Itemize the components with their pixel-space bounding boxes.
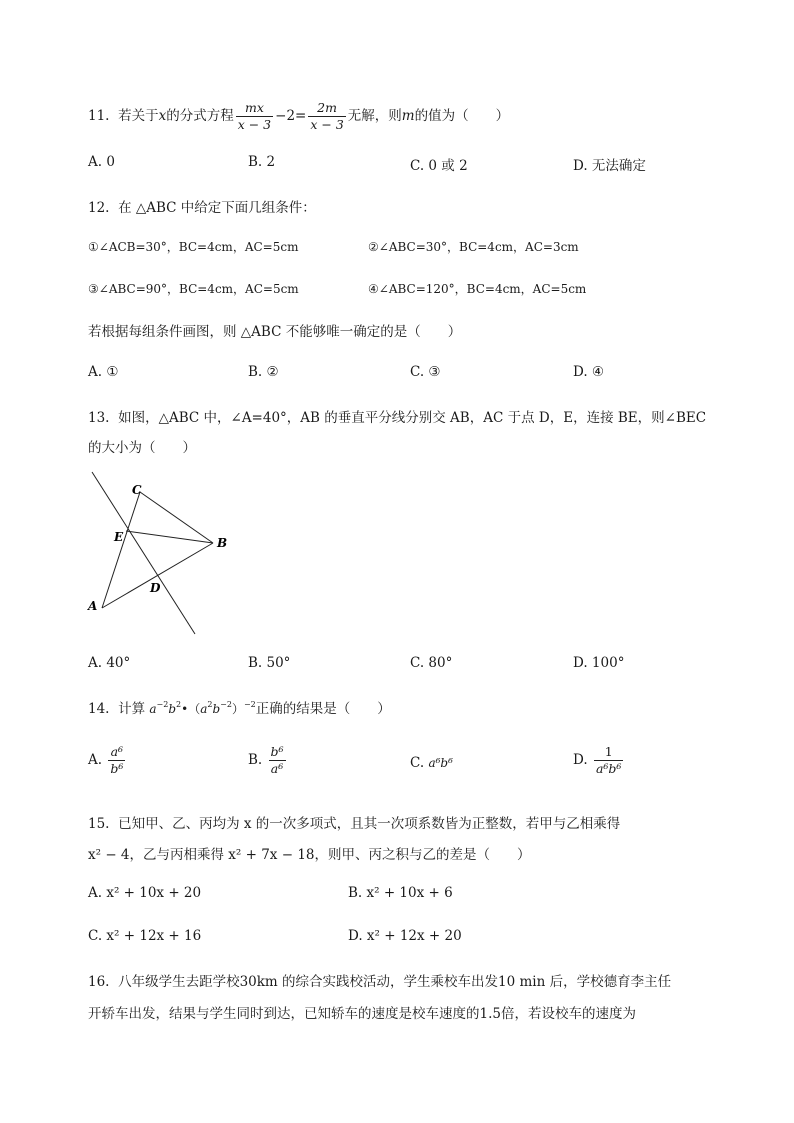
q11-suffix2: 的值为（ ） — [414, 108, 510, 124]
q11-frac1-numerator: mx — [244, 100, 264, 115]
q14-stem-pre: 计算 — [118, 701, 146, 717]
q14-option-a — [88, 744, 127, 777]
q15-number: 15. — [88, 816, 110, 832]
q11-fraction-1 — [236, 100, 273, 133]
q16-line2: 开轿车出发，结果与学生同时到达，已知轿车的速度是校车速度的1.5倍，若设校车的速度为 — [88, 1006, 636, 1022]
q11-var-x: x — [158, 108, 167, 124]
q12-number: 12. — [88, 200, 110, 216]
q13-number: 13. — [88, 410, 110, 426]
label-b: B — [217, 536, 228, 550]
q13-option-d: D. 100° — [573, 655, 625, 671]
q11-var-m: m — [401, 108, 415, 124]
label-c: C — [132, 483, 142, 497]
q13-stem-line2: 的大小为（ ） — [88, 440, 196, 456]
q14-a-den: b⁶ — [110, 761, 124, 776]
q15-line2: x² − 4，乙与丙相乘得 x² + 7x − 18，则甲、丙之积与乙的差是（ ） — [88, 847, 531, 863]
q16-number: 16. — [88, 974, 110, 990]
q13-stem-line1: 如图，△ABC 中，∠A=40°，AB 的垂直平分线分别交 AB，AC 于点 D，E，连接 BE，则∠BEC — [118, 410, 707, 426]
q14-a-num: a⁶ — [110, 744, 124, 759]
q11-frac2-numerator: 2m — [317, 100, 337, 115]
label-a: A — [88, 599, 98, 613]
q15-option-c: C. x² + 12x + 16 — [88, 928, 202, 944]
q11-suffix1: 无解，则 — [347, 108, 402, 124]
q11-stem — [88, 100, 509, 133]
q13-stem — [88, 406, 706, 426]
q11-frac2-denominator: x − 3 — [310, 117, 344, 132]
q14-option-a-label: A. — [88, 752, 103, 768]
q12-condition-4: ④∠ABC=120°，BC=4cm，AC=5cm — [368, 282, 587, 296]
q15-option-a: A. x² + 10x + 20 — [88, 885, 202, 901]
q14-option-d-label: D. — [573, 752, 588, 768]
q11-frac1-denominator: x − 3 — [237, 117, 272, 132]
q12-condition-3: ③∠ABC=90°，BC=4cm，AC=5cm — [88, 282, 299, 296]
q15-stem — [88, 812, 620, 832]
q14-option-a-fraction — [108, 744, 125, 777]
label-e: E — [114, 530, 124, 544]
q14-d-num: 1 — [594, 744, 623, 761]
q12-stem — [88, 196, 316, 216]
q11-minus: −2= — [275, 108, 307, 124]
q14-option-b — [248, 744, 288, 777]
side-ab — [102, 543, 213, 608]
q11-number: 11. — [88, 108, 110, 124]
q14-number: 14. — [88, 701, 110, 717]
q16-stem — [88, 970, 671, 990]
q14-option-d — [573, 744, 625, 777]
q14-option-d-fraction — [594, 744, 623, 777]
q14-d-den: a⁶b⁶ — [595, 761, 622, 776]
q11-option-a: A. 0 — [88, 154, 115, 170]
q15-line1: 已知甲、乙、丙均为 x 的一次多项式，且其一次项系数皆为正整数，若甲与乙相乘得 — [118, 816, 621, 832]
q12-condition-2: ②∠ABC=30°，BC=4cm，AC=3cm — [368, 240, 579, 254]
q12-option-c: C. ③ — [410, 364, 441, 380]
q16-line1: 八年级学生去距学校30km 的综合实践校活动，学生乘校车出发10 min 后，学校德育李主任 — [118, 974, 672, 990]
q12-stem-text: 在 △ABC 中给定下面几组条件： — [118, 200, 316, 216]
q12-question: 若根据每组条件画图，则 △ABC 不能够唯一确定的是（ ） — [88, 324, 462, 340]
side-cb — [140, 492, 213, 543]
q14-expression: $a^{-2}b^2•(a^2b^{-2})^{-2}$ — [149, 700, 256, 716]
q11-option-b: B. 2 — [248, 154, 276, 170]
q14-stem — [88, 697, 391, 717]
q13-option-a: A. 40° — [88, 655, 131, 671]
q12-option-b: B. ② — [248, 364, 279, 380]
q14-option-c-expression: a⁶b⁶ — [428, 756, 453, 770]
q15-option-b: B. x² + 10x + 6 — [348, 885, 453, 901]
q11-option-d: D. 无法确定 — [573, 158, 646, 174]
q15-option-d: D. x² + 12x + 20 — [348, 928, 462, 944]
q11-fraction-2 — [308, 100, 345, 133]
q14-option-c — [410, 755, 453, 771]
side-ac — [102, 492, 140, 608]
q14-b-num: b⁶ — [270, 744, 284, 759]
q12-option-a: A. ① — [88, 364, 119, 380]
q13-option-c: C. 80° — [410, 655, 453, 671]
q14-b-den: a⁶ — [270, 761, 284, 776]
q14-option-b-label: B. — [248, 752, 263, 768]
label-d: D — [150, 581, 161, 595]
q14-option-b-fraction — [269, 744, 286, 777]
q14-stem-post: 正确的结果是（ ） — [255, 701, 391, 717]
q12-condition-1: ①∠ACB=30°，BC=4cm，AC=5cm — [88, 240, 299, 254]
perpendicular-bisector-line — [92, 472, 195, 634]
q13-option-b: B. 50° — [248, 655, 291, 671]
q11-mid: 的分式方程 — [166, 108, 234, 124]
segment-be — [126, 531, 213, 543]
q13-triangle-figure — [80, 468, 230, 643]
q14-option-c-label: C. — [410, 755, 425, 771]
q12-option-d: D. ④ — [573, 364, 605, 380]
q11-prefix: 若关于 — [118, 108, 159, 124]
q11-option-c: C. 0 或 2 — [410, 158, 468, 174]
